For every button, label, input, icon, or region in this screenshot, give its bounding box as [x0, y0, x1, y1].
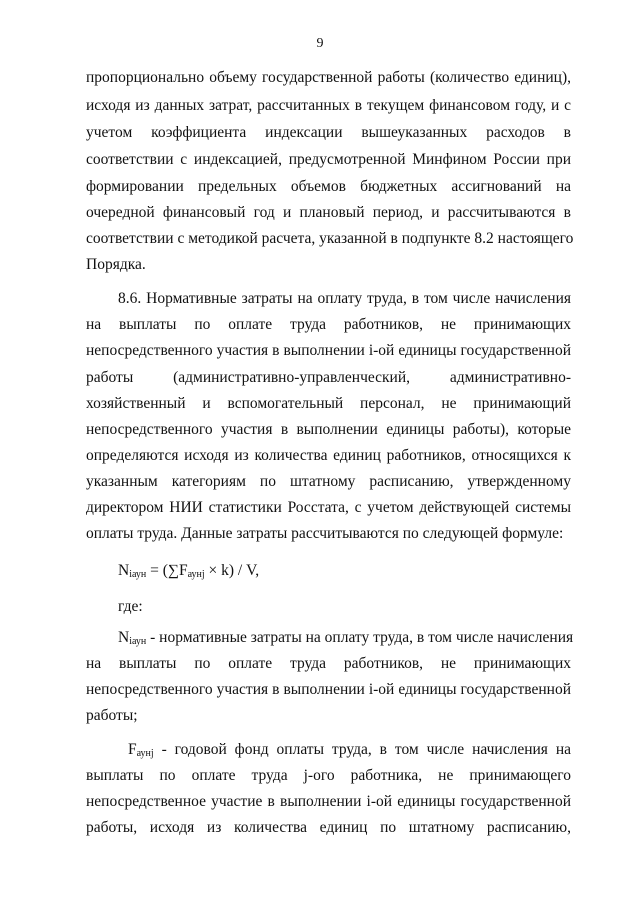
text-line: исходя из данных затрат, рассчитанных в текущем финансовом году, и с [86, 97, 571, 114]
text-line: формировании предельных объемов бюджетных ассигнований на [86, 178, 571, 195]
text-line: $F_{аунj}$ - годовой фонд оплаты труда, в том числе начисления на [128, 741, 571, 759]
text-line: пропорционально объему государственной работы (количество единиц), [86, 69, 571, 86]
text-line: работы, исходя из количества единиц по штатному расписанию, [86, 819, 571, 836]
where-label: где: [118, 598, 143, 615]
text-line: оплаты труда. Данные затраты рассчитываются по следующей формуле: [86, 525, 564, 542]
text-line: хозяйственный и вспомогательный персонал, не принимающий [86, 395, 571, 412]
page-number: 9 [316, 36, 324, 51]
text-line: выплаты по оплате труда j-ого работника, не принимающего [86, 767, 571, 784]
text-line: работы; [86, 707, 138, 724]
text-line: соответствии с индексацией, предусмотренной Минфином России при [86, 151, 571, 168]
text-line: очередной финансовый год и плановый период, и рассчитываются в [86, 204, 571, 221]
text-line: директором НИИ статистики Росстата, с учетом действующей системы [86, 499, 571, 516]
text-line: работы (административно-управленческий, административно- [86, 369, 571, 386]
text-line: на выплаты по оплате труда работников, не принимающих [86, 655, 571, 672]
text-line: Порядка. [86, 256, 146, 273]
text-line: соответствии с методикой расчета, указанной в подпункте 8.2 настоящего [86, 230, 574, 247]
text-line: непосредственное участие в выполнении i-ой единицы государственной [86, 793, 571, 810]
text-line: на выплаты по оплате труда работников, не принимающих [86, 316, 571, 333]
text-line: $N_{iаун}$ - нормативные затраты на оплату труда, в том числе начисления [118, 629, 574, 647]
text-line: 8.6. Нормативные затраты на оплату труда, в том числе начисления [118, 290, 571, 307]
text-line: непосредственного участия в выполнении i-ой единицы государственной [86, 342, 571, 359]
text-line: указанным категориям по штатному расписанию, утвержденному [86, 473, 571, 490]
text-line: определяются исходя из количества единиц работников, относящихся к [86, 447, 571, 464]
formula: $N_{iаун} = (\sum F_{аунj} \times k) / V$, [118, 562, 260, 580]
text-line: учетом коэффициента индексации вышеуказанных расходов в [86, 124, 571, 141]
text-line: непосредственного участия в выполнении единицы работы), которые [86, 421, 571, 438]
text-line: непосредственного участия в выполнении i-ой единицы государственной [86, 681, 571, 698]
